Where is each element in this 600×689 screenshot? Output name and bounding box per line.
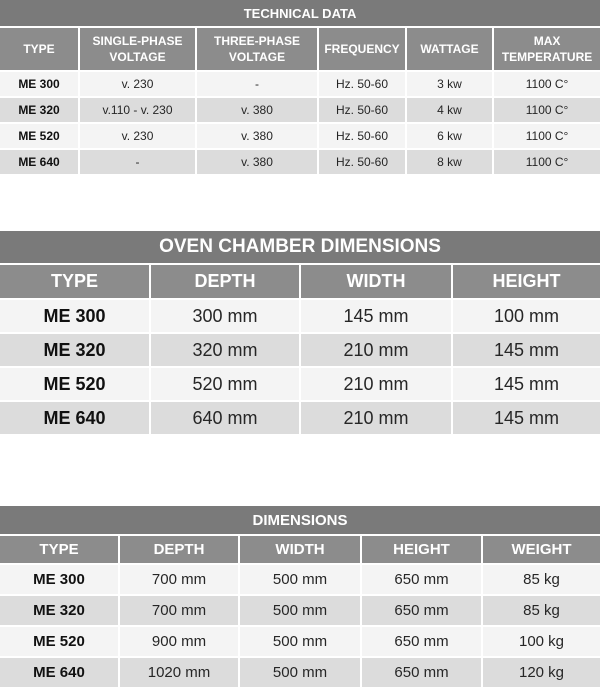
table-row xyxy=(0,123,600,149)
cell-type: ME 320 xyxy=(0,595,119,626)
cell-single-phase: v. 230 xyxy=(79,71,196,97)
cell-height: 145 mm xyxy=(452,333,600,367)
cell-width: 500 mm xyxy=(239,595,361,626)
cell-depth: 320 mm xyxy=(150,333,300,367)
table-row xyxy=(0,595,600,626)
table-header-row xyxy=(0,264,600,299)
cell-type: ME 520 xyxy=(0,367,150,401)
cell-weight: 85 kg xyxy=(482,564,600,595)
cell-depth: 640 mm xyxy=(150,401,300,435)
cell-type: ME 300 xyxy=(0,299,150,333)
column-header-type: TYPE xyxy=(0,264,150,299)
column-header-type: TYPE xyxy=(0,535,119,564)
cell-height: 145 mm xyxy=(452,367,600,401)
cell-max-temperature: 1100 C° xyxy=(493,149,600,175)
cell-height: 100 mm xyxy=(452,299,600,333)
cell-width: 500 mm xyxy=(239,626,361,657)
cell-type: ME 640 xyxy=(0,401,150,435)
technical-data-title: TECHNICAL DATA xyxy=(0,0,600,27)
table-row xyxy=(0,564,600,595)
cell-width: 500 mm xyxy=(239,657,361,688)
cell-single-phase: v. 230 xyxy=(79,123,196,149)
column-header-type: TYPE xyxy=(0,27,79,71)
cell-weight: 100 kg xyxy=(482,626,600,657)
cell-height: 650 mm xyxy=(361,595,482,626)
cell-frequency: Hz. 50-60 xyxy=(318,123,406,149)
dimensions-table xyxy=(0,506,600,689)
column-header-height: HEIGHT xyxy=(452,264,600,299)
column-header-width: WIDTH xyxy=(239,535,361,564)
cell-type: ME 640 xyxy=(0,657,119,688)
cell-max-temperature: 1100 C° xyxy=(493,123,600,149)
cell-single-phase: - xyxy=(79,149,196,175)
technical-data-table xyxy=(0,0,600,176)
cell-weight: 120 kg xyxy=(482,657,600,688)
cell-frequency: Hz. 50-60 xyxy=(318,149,406,175)
cell-single-phase: v.110 - v. 230 xyxy=(79,97,196,123)
column-header-frequency: FREQUENCY xyxy=(318,27,406,71)
cell-depth: 300 mm xyxy=(150,299,300,333)
table-row xyxy=(0,333,600,367)
cell-type: ME 640 xyxy=(0,149,79,175)
cell-width: 210 mm xyxy=(300,333,452,367)
column-header-weight: WEIGHT xyxy=(482,535,600,564)
dimensions-section xyxy=(0,506,600,689)
column-header-wattage: WATTAGE xyxy=(406,27,493,71)
cell-type: ME 320 xyxy=(0,333,150,367)
cell-type: ME 520 xyxy=(0,123,79,149)
cell-wattage: 6 kw xyxy=(406,123,493,149)
cell-max-temperature: 1100 C° xyxy=(493,97,600,123)
cell-depth: 700 mm xyxy=(119,595,239,626)
cell-height: 145 mm xyxy=(452,401,600,435)
cell-height: 650 mm xyxy=(361,657,482,688)
cell-max-temperature: 1100 C° xyxy=(493,71,600,97)
cell-type: ME 520 xyxy=(0,626,119,657)
column-header-max-temperature: MAX TEMPERATURE xyxy=(493,27,600,71)
cell-depth: 900 mm xyxy=(119,626,239,657)
cell-three-phase: v. 380 xyxy=(196,97,318,123)
table-row xyxy=(0,299,600,333)
oven-chamber-dimensions-title: OVEN CHAMBER DIMENSIONS xyxy=(0,231,600,264)
cell-type: ME 300 xyxy=(0,564,119,595)
cell-height: 650 mm xyxy=(361,564,482,595)
dimensions-title: DIMENSIONS xyxy=(0,506,600,535)
cell-width: 500 mm xyxy=(239,564,361,595)
cell-three-phase: v. 380 xyxy=(196,149,318,175)
cell-three-phase: v. 380 xyxy=(196,123,318,149)
column-header-depth: DEPTH xyxy=(150,264,300,299)
cell-frequency: Hz. 50-60 xyxy=(318,97,406,123)
table-row xyxy=(0,626,600,657)
table-row xyxy=(0,657,600,688)
cell-depth: 700 mm xyxy=(119,564,239,595)
table-row xyxy=(0,97,600,123)
oven-chamber-dimensions-table xyxy=(0,231,600,436)
table-row xyxy=(0,149,600,175)
cell-type: ME 320 xyxy=(0,97,79,123)
technical-data-section xyxy=(0,0,600,176)
cell-height: 650 mm xyxy=(361,626,482,657)
oven-chamber-dimensions-section xyxy=(0,231,600,436)
cell-type: ME 300 xyxy=(0,71,79,97)
cell-wattage: 4 kw xyxy=(406,97,493,123)
column-header-width: WIDTH xyxy=(300,264,452,299)
column-header-depth: DEPTH xyxy=(119,535,239,564)
cell-weight: 85 kg xyxy=(482,595,600,626)
table-row xyxy=(0,367,600,401)
table-row xyxy=(0,401,600,435)
cell-width: 210 mm xyxy=(300,401,452,435)
cell-wattage: 3 kw xyxy=(406,71,493,97)
cell-width: 145 mm xyxy=(300,299,452,333)
cell-depth: 520 mm xyxy=(150,367,300,401)
cell-wattage: 8 kw xyxy=(406,149,493,175)
cell-depth: 1020 mm xyxy=(119,657,239,688)
cell-three-phase: - xyxy=(196,71,318,97)
column-header-height: HEIGHT xyxy=(361,535,482,564)
table-header-row xyxy=(0,27,600,71)
table-row xyxy=(0,71,600,97)
cell-frequency: Hz. 50-60 xyxy=(318,71,406,97)
column-header-three-phase-voltage: THREE-PHASE VOLTAGE xyxy=(196,27,318,71)
cell-width: 210 mm xyxy=(300,367,452,401)
column-header-single-phase-voltage: SINGLE-PHASE VOLTAGE xyxy=(79,27,196,71)
table-header-row xyxy=(0,535,600,564)
